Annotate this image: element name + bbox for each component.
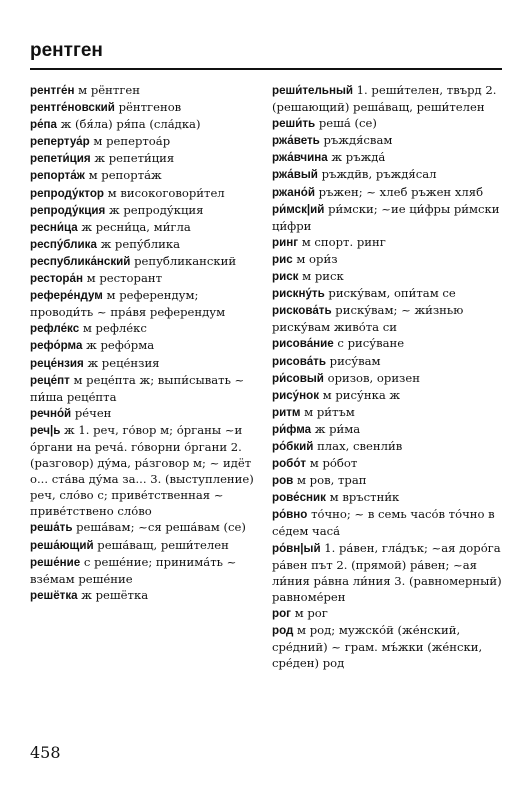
entry-translation: 1. реши́телен, твърд 2. (решающий) реша́ващ, реши́телен bbox=[272, 83, 501, 115]
entry-headword: рог bbox=[272, 606, 291, 620]
entry-translation: ръжен; ~ хлеб ръжен хляб bbox=[314, 184, 484, 199]
entry-translation: реша́ващ, реши́телен bbox=[93, 537, 229, 552]
dictionary-entry bbox=[30, 185, 262, 202]
entry-translation: м ресторант bbox=[82, 271, 163, 286]
entry-translation: ръждйв, ръждя́сал bbox=[317, 167, 437, 182]
dictionary-entry bbox=[272, 149, 504, 166]
dictionary-entry bbox=[272, 268, 504, 285]
dictionary-entry bbox=[272, 115, 504, 132]
entry-translation: с реше́ние; принима́ть ~ взе́мам реше́ние bbox=[30, 554, 241, 586]
running-head: рентген bbox=[30, 40, 103, 61]
entry-headword: реша́ть bbox=[30, 521, 73, 535]
entry-translation: рису́вам bbox=[325, 353, 381, 368]
entry-headword: реши́тельный bbox=[272, 84, 353, 97]
dictionary-entry bbox=[30, 337, 262, 354]
entry-translation: риску́вам, опи́там се bbox=[324, 286, 456, 301]
dictionary-entry bbox=[272, 285, 504, 302]
entry-headword: ри́совый bbox=[272, 371, 324, 385]
entry-translation: м референдум; проводи́ть ~ пра́вя референдум bbox=[30, 288, 226, 320]
dictionary-entry bbox=[272, 132, 504, 149]
dictionary-entry bbox=[272, 455, 504, 472]
entry-translation: оризов, оризен bbox=[323, 370, 420, 385]
entry-translation: реша́вам; ~ся реша́вам (се) bbox=[72, 520, 246, 535]
entry-headword: рис bbox=[272, 252, 293, 266]
dictionary-entry bbox=[30, 202, 262, 219]
entry-headword: ро́вно bbox=[272, 508, 308, 522]
entry-translation: ж репроду́кция bbox=[105, 202, 204, 217]
dictionary-entry bbox=[272, 605, 504, 622]
entry-translation: рёнтгенов bbox=[114, 100, 182, 115]
entry-headword: речно́й bbox=[30, 406, 72, 420]
dictionary-entry bbox=[272, 370, 504, 387]
entry-translation: м рёнтген bbox=[74, 83, 140, 97]
entry-translation: ж (бя́ла) ря́па (сла́дка) bbox=[56, 117, 201, 132]
entry-headword: респу́блика bbox=[30, 237, 97, 251]
dictionary-entry bbox=[30, 133, 262, 150]
entry-translation: м род; мужско́й (же́нский, сре́дний) ~ грам. мъ́жки (же́нски, сре́ден) род bbox=[272, 623, 486, 671]
dictionary-entry bbox=[30, 554, 262, 587]
entry-headword: рискова́ть bbox=[272, 304, 332, 318]
entry-translation: м рису́нка ж bbox=[319, 387, 401, 402]
entry-translation: м ров, трап bbox=[293, 473, 367, 488]
entry-headword: ри́мск|ий bbox=[272, 202, 325, 216]
entry-headword: ре́па bbox=[30, 118, 57, 132]
dictionary-entry bbox=[30, 287, 262, 320]
entry-translation: 1. ра́вен, гла́дък; ~ая доро́га ра́вен път 2. (прямой) ра́вен; ~ая ли́ния ра́вна ли́ния 3. (равномерный) равноме́рен bbox=[272, 540, 506, 604]
entry-headword: реце́нзия bbox=[30, 356, 84, 370]
entry-translation: м репертоа́р bbox=[89, 134, 171, 149]
dictionary-entry bbox=[30, 372, 262, 405]
entry-translation: ръждя́свам bbox=[319, 133, 393, 148]
entry-headword: репети́ция bbox=[30, 152, 91, 166]
entry-headword: рисова́ть bbox=[272, 354, 326, 368]
dictionary-entry bbox=[272, 166, 504, 183]
left-column bbox=[30, 82, 262, 604]
dictionary-entry bbox=[272, 472, 504, 489]
entry-translation: м ри́тъм bbox=[300, 404, 355, 419]
header-rule bbox=[30, 68, 502, 70]
entry-headword: рефере́ндум bbox=[30, 289, 103, 303]
entry-translation: м високоговори́тел bbox=[103, 185, 225, 200]
entry-translation: с рису́ване bbox=[333, 336, 405, 351]
dictionary-entry bbox=[272, 622, 504, 671]
entry-headword: рисова́ние bbox=[272, 337, 334, 351]
dictionary-entry bbox=[272, 335, 504, 352]
entry-translation: м спорт. ринг bbox=[298, 234, 386, 249]
entry-headword: ритм bbox=[272, 405, 301, 419]
dictionary-entry bbox=[272, 404, 504, 421]
dictionary-entry bbox=[272, 506, 504, 539]
dictionary-entry bbox=[30, 82, 262, 99]
entry-translation: м реце́пта ж; выпи́сывать ~ пи́ша реце́пта bbox=[30, 372, 248, 404]
entry-headword: реце́пт bbox=[30, 373, 70, 387]
entry-headword: решётка bbox=[30, 588, 78, 602]
entry-headword: рестора́н bbox=[30, 272, 83, 286]
entry-translation: плах, свенли́в bbox=[313, 438, 403, 453]
entry-headword: рису́нок bbox=[272, 388, 319, 402]
dictionary-entry bbox=[272, 540, 504, 605]
entry-headword: риск bbox=[272, 270, 299, 284]
entry-headword: репорта́ж bbox=[30, 169, 85, 183]
entry-translation: ре́чен bbox=[71, 405, 112, 420]
dictionary-entry bbox=[30, 99, 262, 116]
entry-headword: рефо́рма bbox=[30, 339, 83, 353]
entry-translation: ж 1. реч, го́вор м; о́рганы ~и о́ргани на реча́. го́ворни о́ргани 2. (разговор) ду́ма, ра́зговор м; ~ идёт о... ста́ва ду́ма за... 3. (выступление) реч, сло́во с; приве́тственная ~ приве́тствено сло́во bbox=[30, 422, 258, 519]
entry-headword: реши́ть bbox=[272, 117, 316, 131]
entry-headword: ри́фма bbox=[272, 422, 312, 436]
dictionary-entry bbox=[30, 167, 262, 184]
entry-headword: род bbox=[272, 624, 294, 637]
entry-translation: ж репу́блика bbox=[96, 236, 180, 251]
dictionary-entry bbox=[272, 438, 504, 455]
entry-headword: реша́ющий bbox=[30, 538, 94, 552]
entry-translation: ж рефо́рма bbox=[82, 338, 155, 353]
dictionary-entry bbox=[272, 251, 504, 268]
dictionary-entry bbox=[272, 201, 504, 234]
entry-translation: м връстни́к bbox=[325, 490, 400, 505]
entry-translation: републиканский bbox=[130, 253, 237, 268]
entry-headword: реч|ь bbox=[30, 423, 61, 437]
entry-headword: ресни́ца bbox=[30, 220, 78, 234]
entry-headword: репроду́ктор bbox=[30, 186, 104, 200]
entry-translation: ж ри́ма bbox=[311, 421, 361, 436]
entry-translation: реша́ (се) bbox=[315, 116, 377, 131]
entry-translation: м ро́бот bbox=[306, 456, 358, 471]
dictionary-entry bbox=[30, 253, 262, 270]
page-number: 458 bbox=[30, 743, 61, 762]
dictionary-entry bbox=[30, 150, 262, 167]
dictionary-entry bbox=[30, 270, 262, 287]
dictionary-entry bbox=[30, 116, 262, 133]
entry-headword: ро́бкий bbox=[272, 439, 314, 453]
entry-headword: рискну́ть bbox=[272, 287, 325, 301]
entry-headword: рентге́н bbox=[30, 84, 75, 97]
entry-headword: ров bbox=[272, 474, 294, 488]
entry-translation: м репорта́ж bbox=[84, 168, 162, 183]
entry-headword: репертуа́р bbox=[30, 135, 90, 149]
entry-translation: м риск bbox=[298, 269, 344, 284]
dictionary-entry bbox=[272, 421, 504, 438]
entry-headword: рефле́кс bbox=[30, 322, 80, 336]
entry-translation: м ори́з bbox=[292, 251, 338, 266]
entry-translation: ж ръжда́ bbox=[327, 150, 386, 165]
entry-translation: риску́вам; ~ жи́знью риску́вам живо́та си bbox=[272, 303, 468, 335]
dictionary-entry bbox=[272, 234, 504, 251]
entry-headword: ржано́й bbox=[272, 185, 315, 199]
entry-translation: ри́мски; ~ие ци́фры ри́мски ци́фри bbox=[272, 201, 504, 233]
entry-translation: ж реце́нзия bbox=[83, 355, 160, 370]
dictionary-entry bbox=[30, 236, 262, 253]
dictionary-entry bbox=[30, 355, 262, 372]
entry-headword: ринг bbox=[272, 235, 299, 249]
right-column bbox=[272, 82, 504, 671]
dictionary-entry bbox=[272, 387, 504, 404]
dictionary-entry bbox=[30, 405, 262, 422]
dictionary-entry bbox=[272, 82, 504, 115]
entry-headword: рове́сник bbox=[272, 491, 326, 505]
dictionary-entry bbox=[272, 489, 504, 506]
entry-headword: реше́ние bbox=[30, 555, 81, 569]
entry-translation: ж репети́ция bbox=[90, 151, 175, 166]
entry-headword: репроду́кция bbox=[30, 203, 106, 217]
entry-headword: ржа́веть bbox=[272, 134, 320, 148]
entry-translation: ж решётка bbox=[77, 587, 149, 602]
entry-headword: ржа́вчина bbox=[272, 151, 328, 165]
entry-translation: ж ресни́ца, ми́гла bbox=[77, 219, 191, 234]
dictionary-entry bbox=[30, 219, 262, 236]
entry-headword: республика́нский bbox=[30, 254, 131, 268]
entry-translation: то́чно; ~ в семь часо́в то́чно в се́дем часа́ bbox=[272, 507, 499, 539]
dictionary-entry bbox=[30, 519, 262, 536]
entry-headword: ржа́вый bbox=[272, 168, 318, 182]
entry-headword: ро́вн|ый bbox=[272, 541, 321, 555]
entry-headword: рентге́новский bbox=[30, 101, 115, 115]
entry-headword: робо́т bbox=[272, 457, 307, 471]
dictionary-entry bbox=[272, 353, 504, 370]
dictionary-entry bbox=[30, 537, 262, 554]
dictionary-entry bbox=[30, 422, 262, 520]
dictionary-entry bbox=[30, 320, 262, 337]
entry-translation: м рог bbox=[291, 605, 328, 620]
dictionary-entry bbox=[272, 184, 504, 201]
entry-translation: м рефле́кс bbox=[79, 321, 147, 336]
dictionary-entry bbox=[30, 587, 262, 604]
dictionary-entry bbox=[272, 302, 504, 335]
